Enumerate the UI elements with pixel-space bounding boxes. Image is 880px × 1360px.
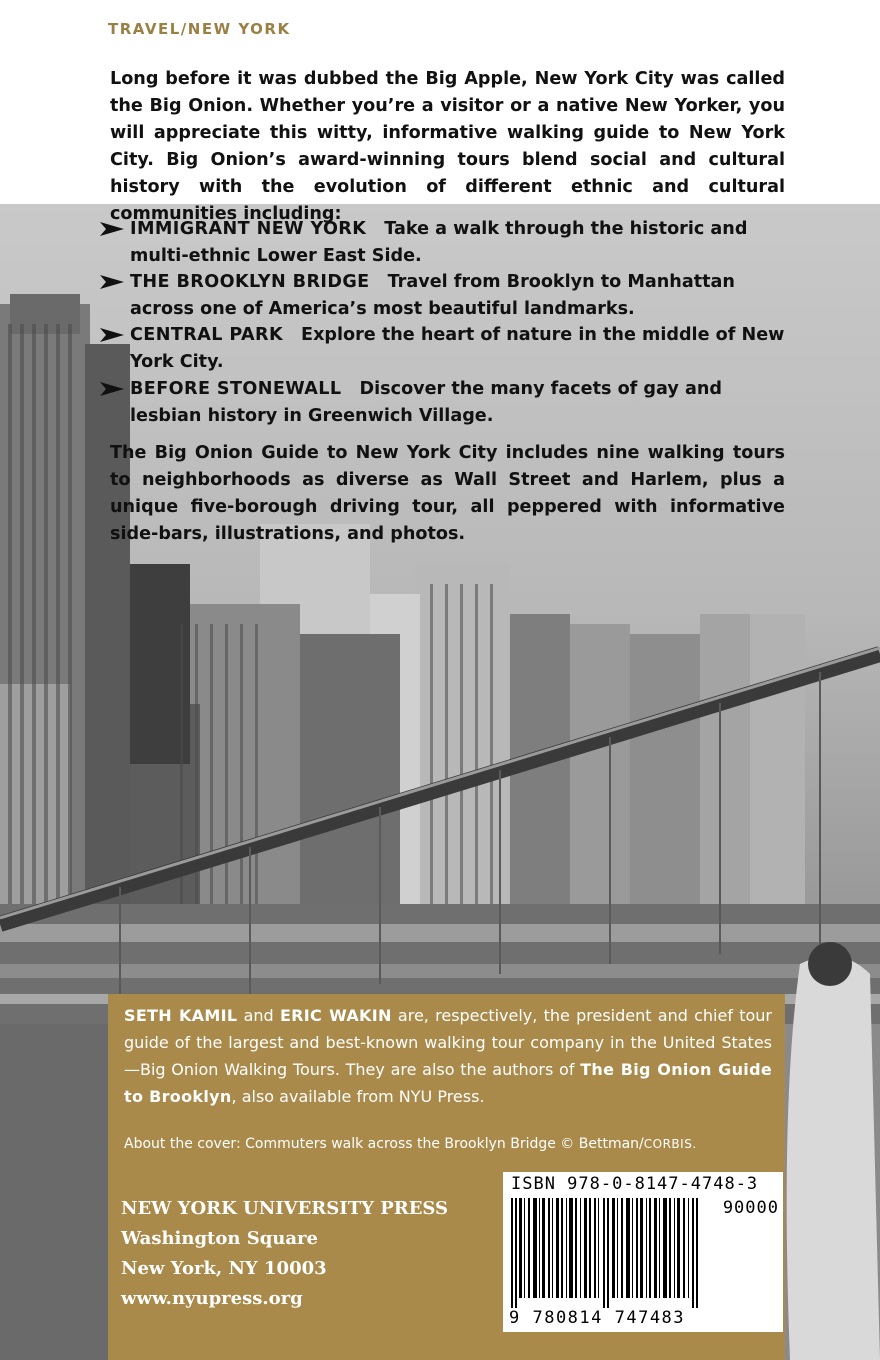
author-conjunction: and [237, 1006, 280, 1025]
tour-description: Explore the heart of nature in the middle of New York City. [130, 325, 785, 372]
publisher-website: www.nyupress.org [121, 1288, 303, 1309]
cover-credit [124, 1136, 697, 1152]
barcode-number: 9 780814 747483 [509, 1308, 686, 1328]
publisher-address-line2: New York, NY 10003 [121, 1258, 327, 1279]
tour-item-brooklyn-bridge [100, 269, 790, 323]
tour-description: Take a walk through the historic and multi-ethnic Lower East Side. [130, 219, 748, 266]
price-code: 90000 [722, 1198, 779, 1218]
tour-description: Discover the many facets of gay and lesbian history in Greenwich Village. [130, 379, 722, 426]
arrow-bullet-icon [100, 275, 124, 289]
isbn-label: ISBN 978-0-8147-4748-3 [511, 1174, 759, 1194]
closing-paragraph [110, 440, 785, 548]
tour-item-immigrant [100, 216, 790, 270]
isbn-barcode [503, 1172, 783, 1332]
publisher-address-line1: Washington Square [121, 1228, 318, 1249]
publisher-block [121, 1194, 448, 1314]
tour-item-before-stonewall [100, 376, 790, 430]
tour-description: Travel from Brooklyn to Manhattan across one of America’s most beautiful landmarks. [130, 272, 735, 319]
book-title: The Big Onion Guide to New York City [110, 443, 498, 463]
other-book-title: The Big Onion Guide to Brooklyn [124, 1060, 772, 1106]
author-bio-text-2: , also available from NYU Press. [231, 1087, 485, 1106]
tour-title: CENTRAL PARK [130, 325, 284, 345]
barcode-bars [511, 1198, 721, 1308]
author-box [108, 994, 785, 1360]
tour-item-central-park [100, 322, 790, 376]
author-name-1: SETH KAMIL [124, 1006, 238, 1025]
tour-title: THE BROOKLYN BRIDGE [130, 272, 370, 292]
arrow-bullet-icon [100, 328, 124, 342]
intro-paragraph: Long before it was dubbed the Big Apple, New York City was called the Big Onion. Whether you’re a visitor or a native New Yorker, you will appreciate this witty, informative walking guide to New York City. Big Onion’s award-winning tours blend social and cultural history with the evolution of different ethnic and cultural communities including: [110, 69, 785, 224]
closing-text: includes nine walking tours to neighborhoods as diverse as Wall Street and Harlem, plus a unique five-borough driving tour, all peppered with informative side-bars, illustrations, and photos. [110, 443, 786, 544]
arrow-bullet-icon [100, 222, 124, 236]
author-bio-text-1: are, respectively, the president and chief tour guide of the largest and best-known walking tour company in the United States—Big Onion Walking Tours. They are also the authors of [124, 1006, 772, 1079]
author-name-2: ERIC WAKIN [279, 1006, 392, 1025]
cover-credit-agency: CORBIS. [643, 1137, 697, 1151]
tour-title: BEFORE STONEWALL [130, 379, 342, 399]
arrow-bullet-icon [100, 382, 124, 396]
author-bio [124, 1002, 772, 1110]
publisher-name: NEW YORK UNIVERSITY PRESS [121, 1198, 449, 1219]
cover-credit-text: About the cover: Commuters walk across the Brooklyn Bridge © Bettman/ [124, 1136, 644, 1152]
tour-title: IMMIGRANT NEW YORK [130, 219, 367, 239]
category-label: TRAVEL/NEW YORK [108, 20, 291, 38]
